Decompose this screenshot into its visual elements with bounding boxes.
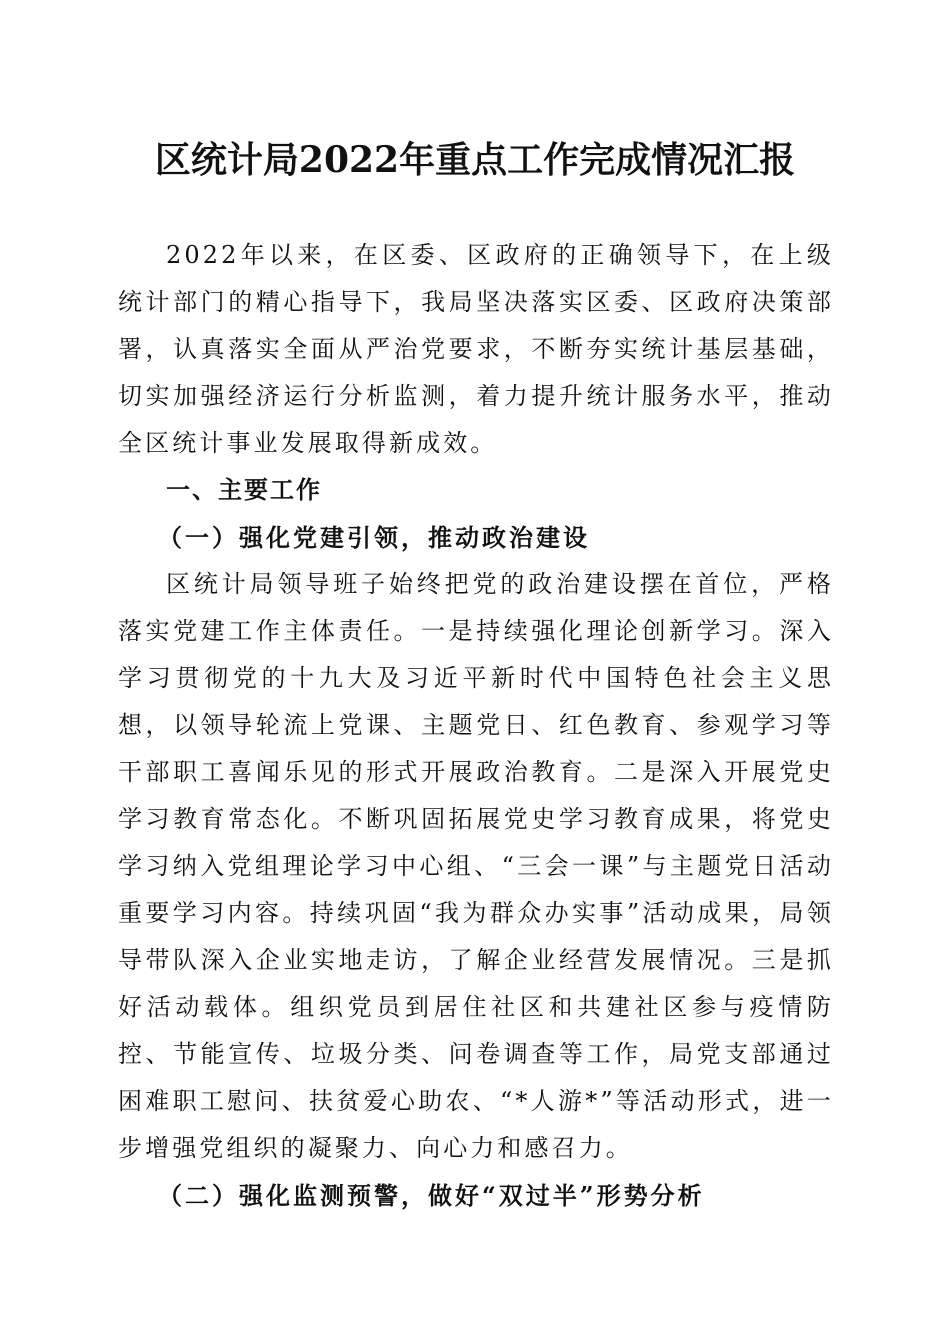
document-body xyxy=(118,232,834,1219)
document-title: 区统计局2022年重点工作完成情况汇报 xyxy=(154,139,796,181)
party-building-paragraph: 区统计局领导班子始终把党的政治建设摆在首位，严格落实党建工作主体责任。一是持续强化理论创新学习。深入学习贯彻党的十九大及习近平新时代中国特色社会主义思想，以领导轮流上党课、主题党日、红色教育、参观学习等干部职工喜闻乐见的形式开展政治教育。二是深入开展党史学习教育常态化。不断巩固拓展党史学习教育成果，将党史学习纳入党组理论学习中心组、“三会一课”与主题党日活动重要学习内容。持续巩固“我为群众办实事”活动成果，局领导带队深入企业实地走访，了解企业经营发展情况。三是抓好活动载体。组织党员到居住社区和共建社区参与疫情防控、节能宣传、垃圾分类、问卷调查等工作，局党支部通过困难职工慰问、扶贫爱心助农、“*人游*”等活动形式，进一步增强党组织的凝聚力、向心力和感召力。 xyxy=(118,570,834,1162)
intro-paragraph: 2022年以来，在区委、区政府的正确领导下，在上级统计部门的精心指导下，我局坚决落实区委、区政府决策部署，认真落实全面从严治党要求，不断夯实统计基层基础，切实加强经济运行分析监测，着力提升统计服务水平，推动全区统计事业发展取得新成效。 xyxy=(118,241,834,457)
subsection-heading-monitoring: （二）强化监测预警，做好“双过半”形势分析 xyxy=(158,1181,705,1210)
section-heading-main-work: 一、主要工作 xyxy=(166,476,322,504)
subsection-heading-party-building: （一）强化党建引领，推动政治建设 xyxy=(158,523,590,552)
